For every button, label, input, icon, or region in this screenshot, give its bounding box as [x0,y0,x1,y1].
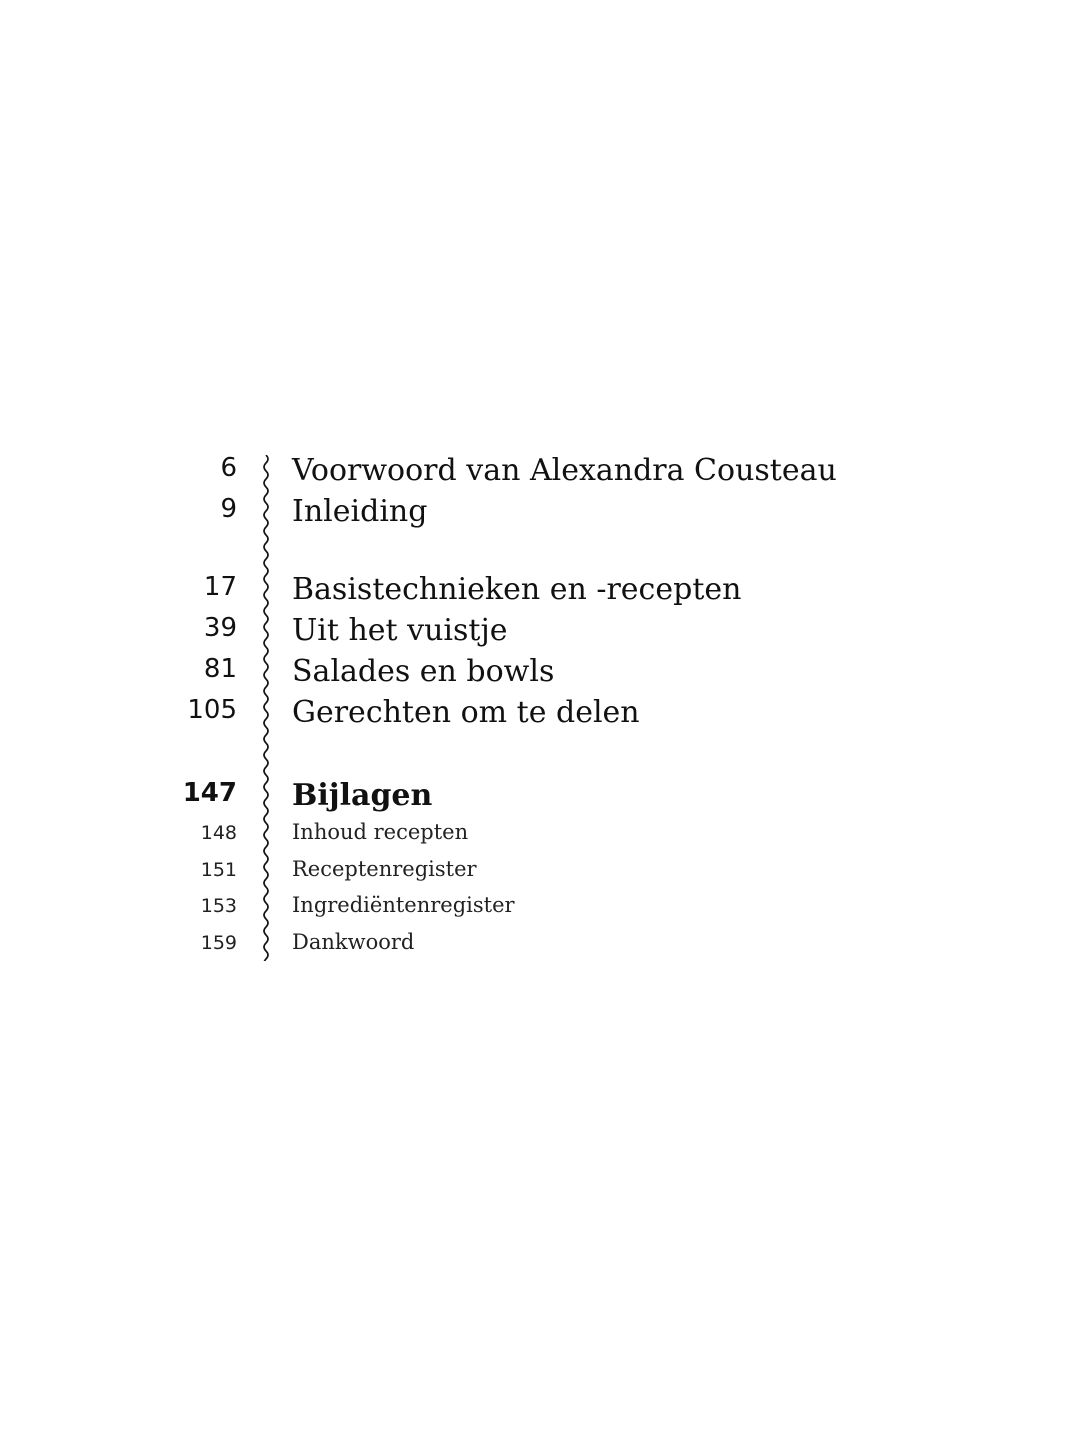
toc-entry-title: Voorwoord van Alexandra Cousteau [292,453,837,488]
toc-entry-title: Dankwoord [292,930,415,954]
toc-entry-title: Bijlagen [292,778,433,813]
toc-page-number: 105 [187,695,237,725]
toc-entry-title: Salades en bowls [292,654,555,689]
toc-entry-title: Inhoud recepten [292,820,469,844]
toc-entry-title: Uit het vuistje [292,613,508,648]
toc-page-number: 6 [220,453,237,483]
wavy-divider-line [258,455,274,961]
toc-entry-title: Basistechnieken en -recepten [292,572,742,607]
toc-entry-title: Receptenregister [292,857,477,881]
toc-entry-title: Inleiding [292,494,428,529]
toc-page-number: 9 [220,494,237,524]
toc-entry-title: Gerechten om te delen [292,695,640,730]
toc-page-number: 148 [200,822,237,844]
toc-page-number: 153 [200,895,237,917]
toc-page-number: 159 [200,932,237,954]
toc-page-number: 147 [182,778,237,808]
toc-page-number: 81 [203,654,237,684]
toc-page-number: 39 [203,613,237,643]
toc-page-number: 151 [200,859,237,881]
toc-page-number: 17 [203,572,237,602]
toc-entry-title: Ingrediëntenregister [292,893,515,917]
